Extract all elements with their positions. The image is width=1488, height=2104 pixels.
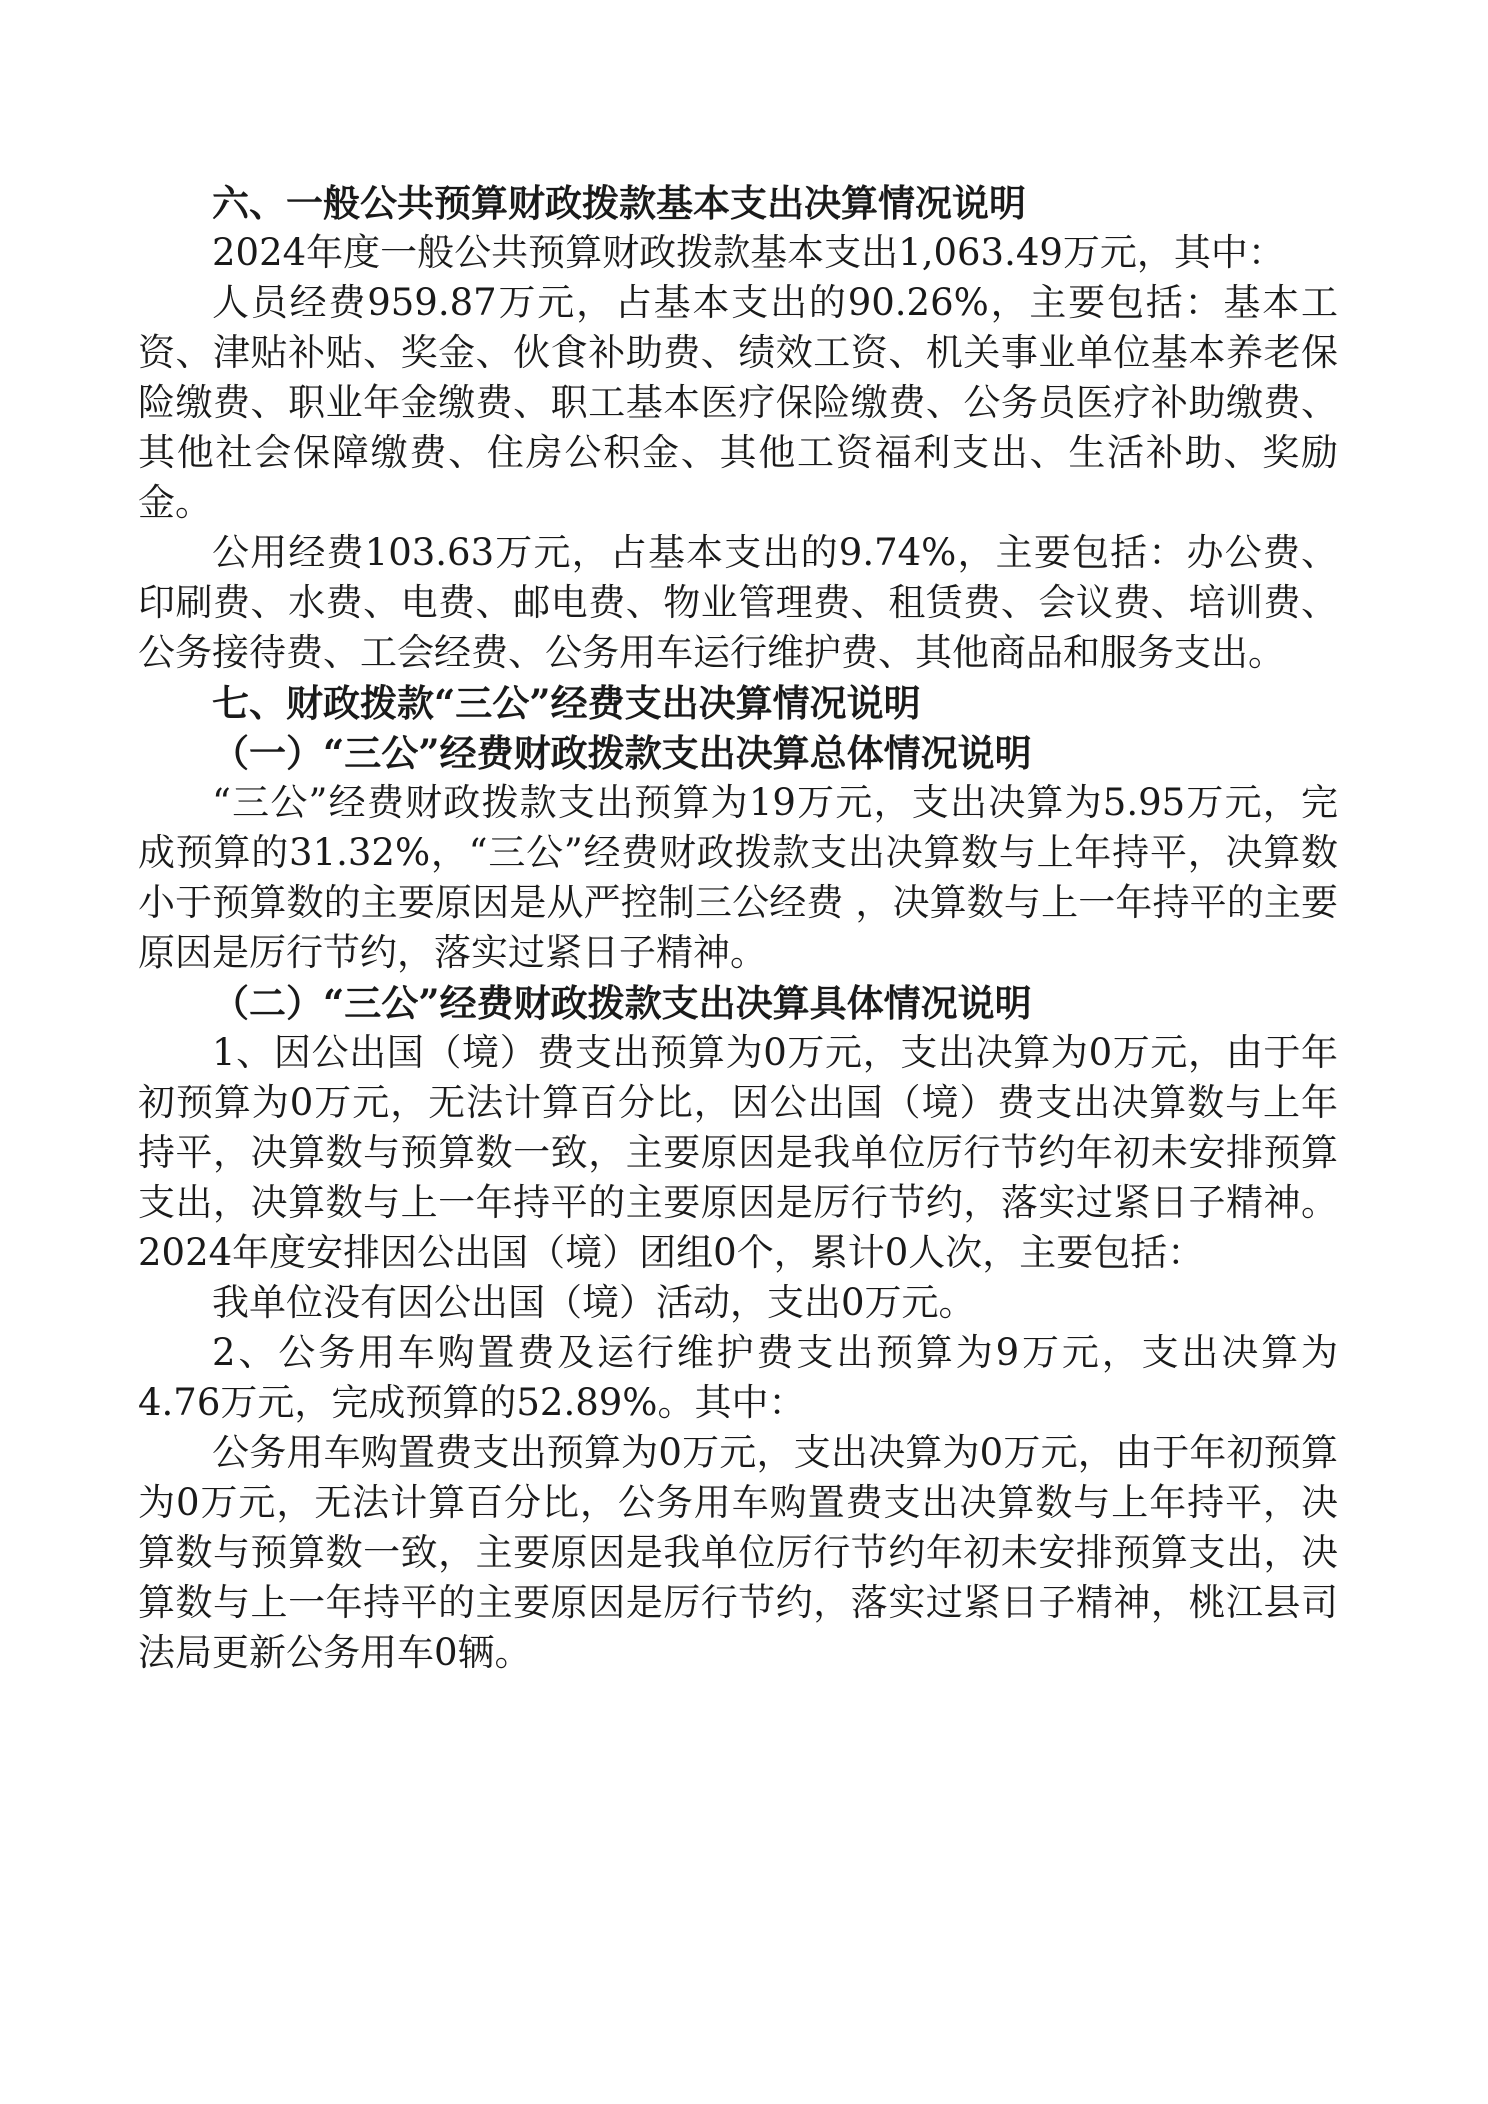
subsection-heading-one: （一）“三公”经费财政拨款支出决算总体情况说明 bbox=[212, 731, 1032, 775]
paragraph-vehicle-expenses: 2、公务用车购置费及运行维护费支出预算为9万元，支出决算为4.76万元，完成预算的52.89%。其中： bbox=[138, 1331, 1338, 1424]
paragraph-personnel-expenses: 人员经费959.87万元，占基本支出的90.26%，主要包括：基本工资、津贴补贴、奖金、伙食补助费、绩效工资、机关事业单位基本养老保险缴费、职业年金缴费、职工基本医疗保险缴费、公务员医疗补助缴费、其他社会保障缴费、住房公积金、其他工资福利支出、生活补助、奖励金。 bbox=[138, 281, 1338, 524]
paragraph-three-public-overall: “三公”经费财政拨款支出预算为19万元，支出决算为5.95万元，完成预算的31.32%，“三公”经费财政拨款支出决算数与上年持平，决算数小于预算数的主要原因是从严控制三公经费 ，决算数与上一年持平的主要原因是厉行节约，落实过紧日子精神。 bbox=[138, 781, 1338, 974]
document-body bbox=[138, 178, 1338, 1678]
subsection-heading-two: （二）“三公”经费财政拨款支出决算具体情况说明 bbox=[212, 981, 1032, 1025]
paragraph-overseas-travel: 1、因公出国（境）费支出预算为0万元，支出决算为0万元，由于年初预算为0万元，无法计算百分比，因公出国（境）费支出决算数与上年持平，决算数与预算数一致，主要原因是我单位厉行节约年初未安排预算支出，决算数与上一年持平的主要原因是厉行节约，落实过紧日子精神。2024年度安排因公出国（境）团组0个，累计0人次，主要包括： bbox=[138, 1031, 1338, 1274]
section-heading-six: 六、一般公共预算财政拨款基本支出决算情况说明 bbox=[212, 181, 1026, 225]
paragraph-public-expenses: 公用经费103.63万元，占基本支出的9.74%，主要包括：办公费、印刷费、水费、电费、邮电费、物业管理费、租赁费、会议费、培训费、公务接待费、工会经费、公务用车运行维护费、其他商品和服务支出。 bbox=[138, 531, 1338, 674]
paragraph-vehicle-purchase: 公务用车购置费支出预算为0万元，支出决算为0万元，由于年初预算为0万元，无法计算百分比，公务用车购置费支出决算数与上年持平，决算数与预算数一致，主要原因是我单位厉行节约年初未安排预算支出，决算数与上一年持平的主要原因是厉行节约，落实过紧日子精神，桃江县司法局更新公务用车0辆。 bbox=[138, 1431, 1338, 1674]
paragraph-no-overseas-activity: 我单位没有因公出国（境）活动，支出0万元。 bbox=[212, 1281, 976, 1324]
section-heading-seven: 七、财政拨款“三公”经费支出决算情况说明 bbox=[212, 681, 921, 725]
paragraph-basic-expenditure-total: 2024年度一般公共预算财政拨款基本支出1,063.49万元，其中： bbox=[212, 231, 1285, 274]
